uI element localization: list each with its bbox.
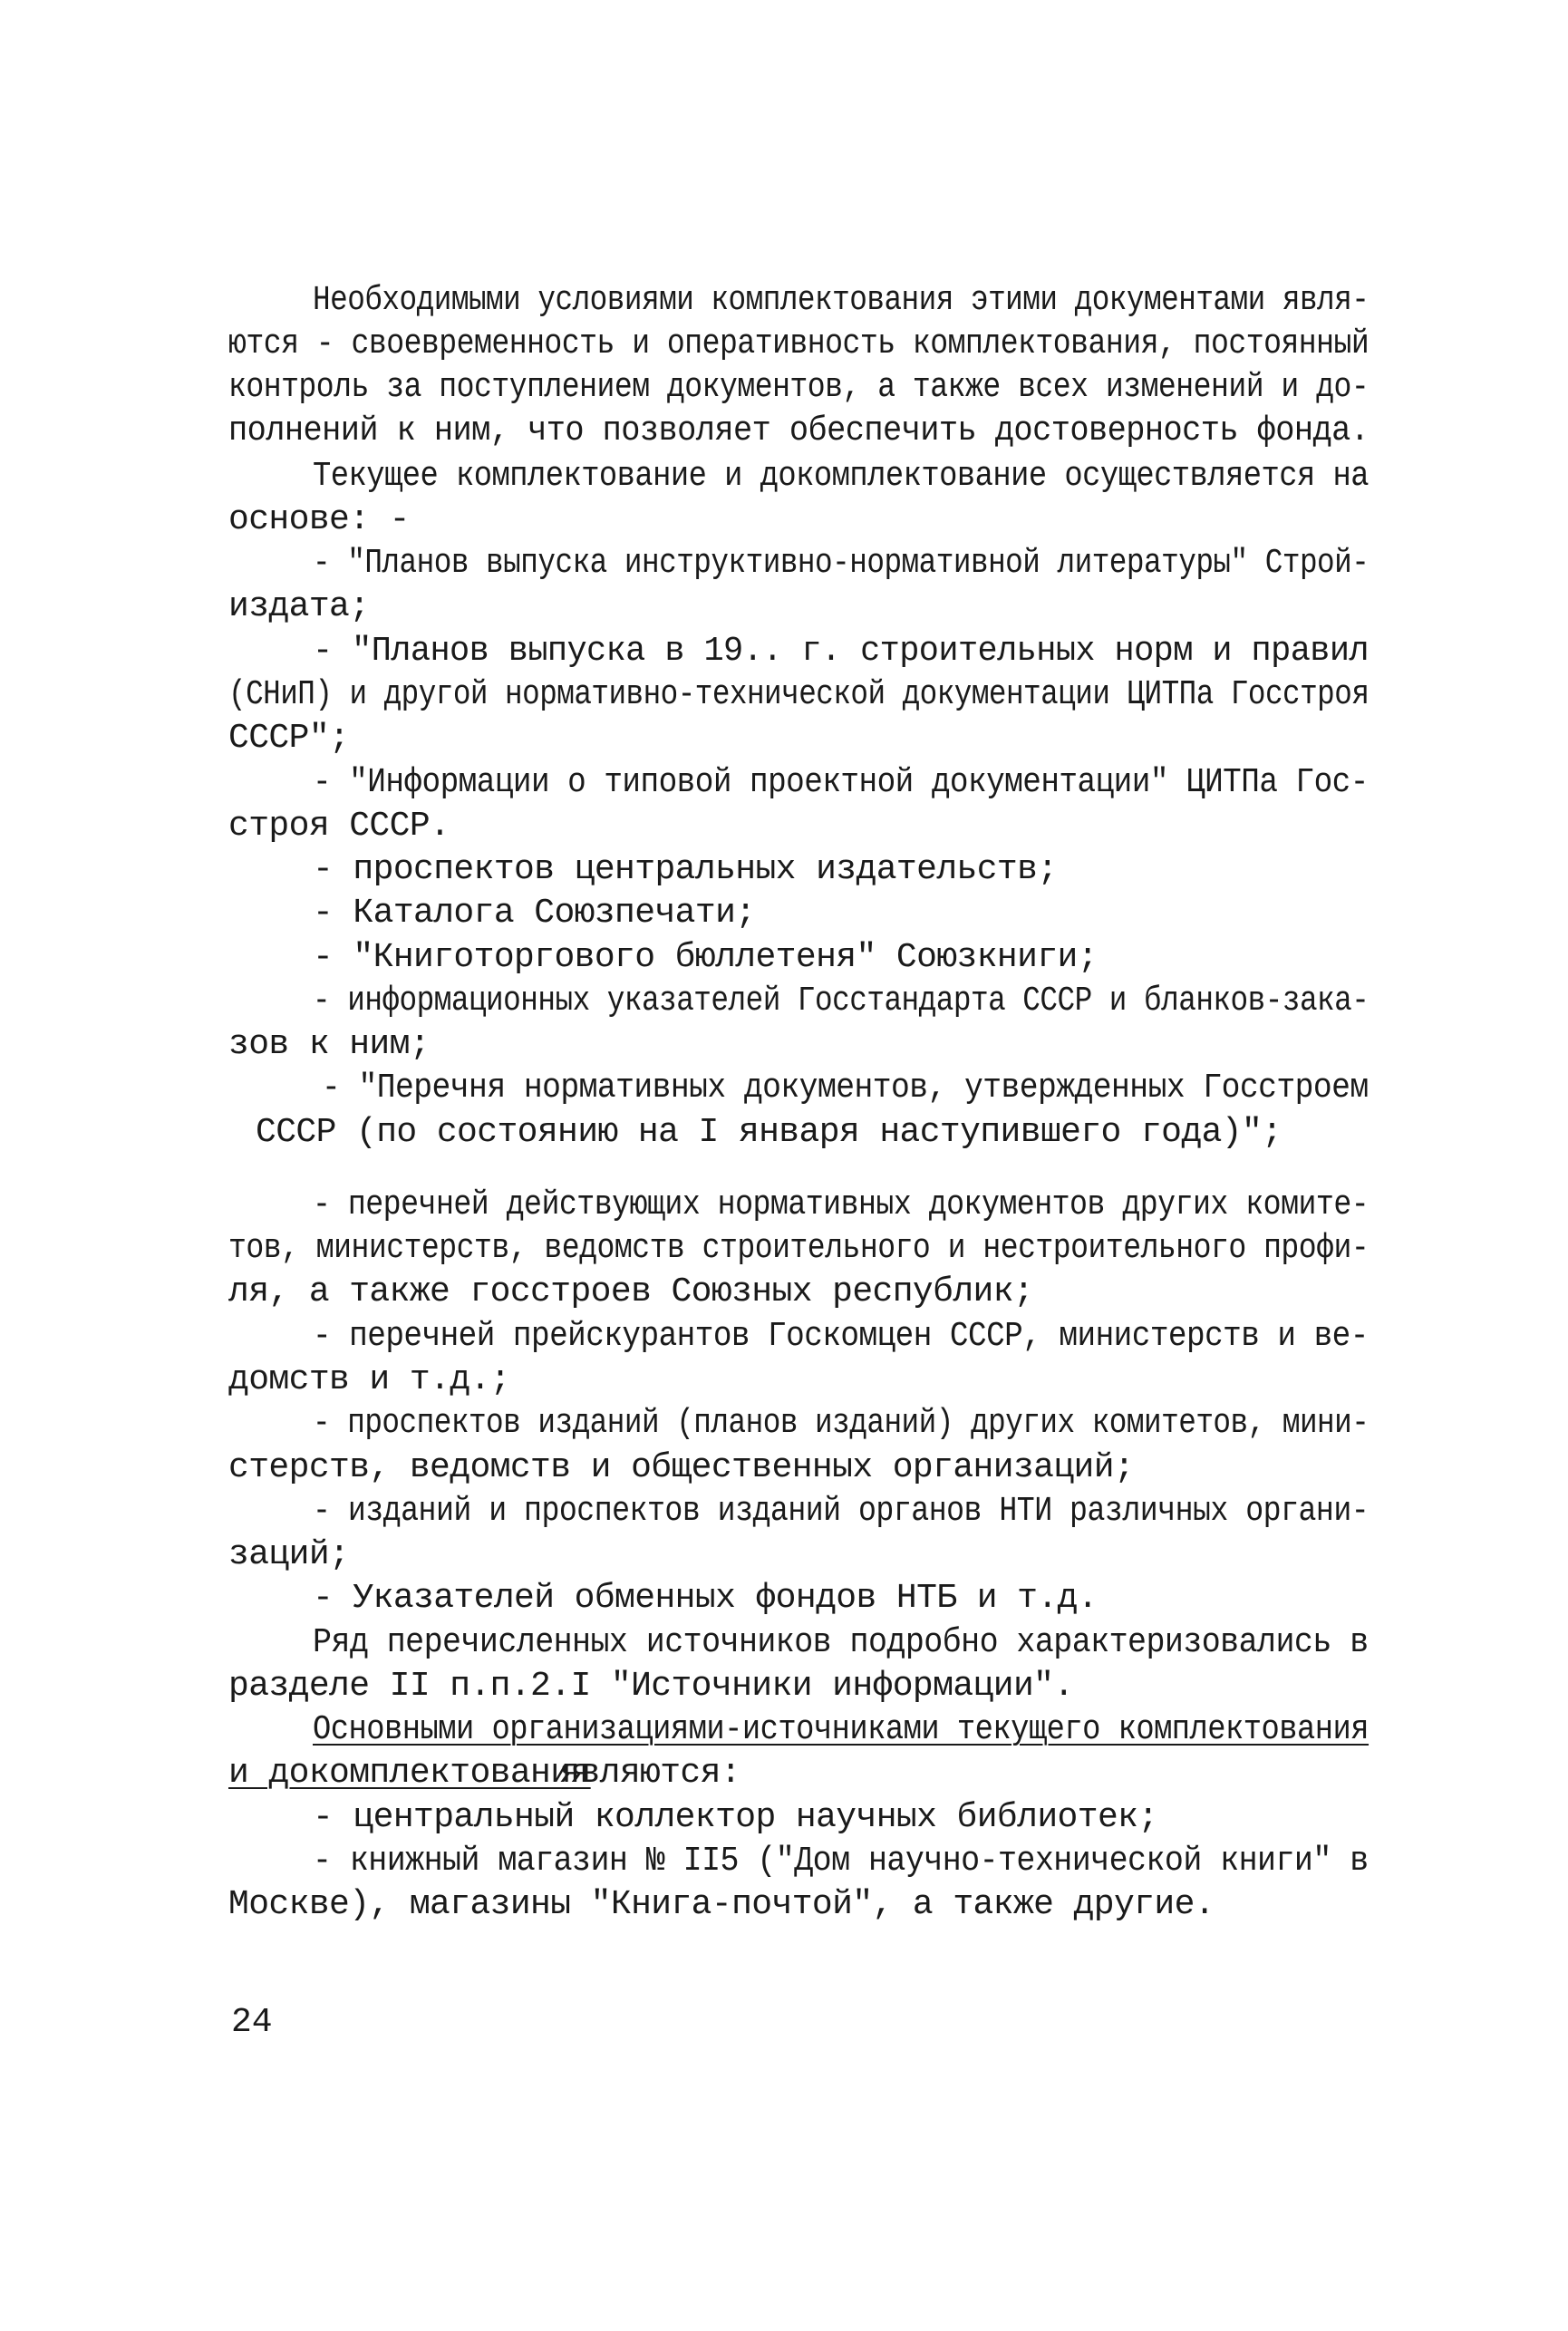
text-line: - "Книготоргового бюллетеня" Союзкниги; xyxy=(313,938,1098,977)
text-line: Москве), магазины "Книга-почтой", а также другие. xyxy=(228,1885,1215,1924)
text-line: - книжный магазин № II5 ("Дом научно-технической книги" в xyxy=(313,1842,1369,1881)
text-line: Текущее комплектование и докомплектование осуществляется на xyxy=(313,457,1370,496)
text-line: контроль за поступлением документов, а также всех изменений и до- xyxy=(228,368,1370,407)
text-line: - изданий и проспектов изданий органов НТИ различных органи- xyxy=(313,1492,1370,1531)
text-line: - перечней действующих нормативных документов других комите- xyxy=(313,1185,1370,1224)
text-line: - Каталога Союзпечати; xyxy=(313,894,756,933)
text-line: - проспектов изданий (планов изданий) других комитетов, мини- xyxy=(313,1404,1370,1443)
text-line: Необходимыми условиями комплектования этими документами явля- xyxy=(313,281,1370,320)
text-line: полнений к ним, что позволяет обеспечить достоверность фонда. xyxy=(228,411,1370,450)
text-line: заций; xyxy=(228,1535,350,1574)
text-line: - проспектов центральных издательств; xyxy=(313,850,1058,889)
text-line: - перечней прейскурантов Госкомцен СССР, министерств и ве- xyxy=(313,1317,1369,1356)
text-line: зов к ним; xyxy=(228,1025,431,1064)
text-line: - "Перечня нормативных документов, утвержденных Госстроем xyxy=(322,1069,1369,1107)
text-line: разделе II п.п.2.I "Источники информации". xyxy=(228,1667,1074,1706)
text-line: ля, а также госстроев Союзных республик; xyxy=(228,1272,1034,1311)
text-line: домств и т.д.; xyxy=(228,1360,510,1399)
page-number: 24 xyxy=(231,2003,273,2042)
text-line: Ряд перечисленных источников подробно характеризовались в xyxy=(313,1623,1369,1662)
text-line: стерств, ведомств и общественных организаций; xyxy=(228,1448,1135,1487)
text-line: строя СССР. xyxy=(228,807,450,846)
underlined-text-line: и докомплектования xyxy=(228,1754,591,1793)
text-line: - "Планов выпуска инструктивно-нормативной литературы" Строй- xyxy=(313,544,1370,583)
text-line: являются: xyxy=(539,1754,741,1793)
text-line: издата; xyxy=(228,587,370,626)
text-line: - информационных указателей Госстандарта СССР и бланков-зака- xyxy=(313,982,1370,1020)
text-line: - центральный коллектор научных библиотек; xyxy=(313,1798,1158,1837)
text-line: основе: - xyxy=(228,500,410,539)
text-line: - "Планов выпуска в 19.. г. строительных норм и правил xyxy=(313,632,1370,671)
text-line: тов, министерств, ведомств строительного и нестроительного профи- xyxy=(228,1229,1370,1268)
text-line: - "Информации о типовой проектной документации" ЦИТПа Гос- xyxy=(313,763,1369,802)
text-line: (СНиП) и другой нормативно-технической документации ЦИТПа Госстроя xyxy=(228,675,1370,714)
underlined-text-line: Основными организациями-источниками текущего комплектования xyxy=(313,1710,1370,1749)
text-line: СССР"; xyxy=(228,719,350,758)
text-line: - Указателей обменных фондов НТБ и т.д. xyxy=(313,1579,1098,1618)
text-line: ются - своевременность и оперативность комплектования, постоянный xyxy=(228,324,1370,363)
text-line: СССР (по состоянию на I января наступившего года)"; xyxy=(256,1113,1282,1152)
